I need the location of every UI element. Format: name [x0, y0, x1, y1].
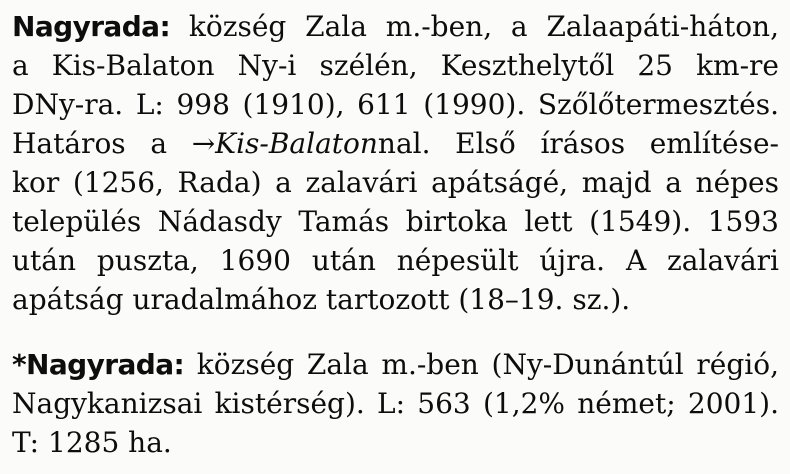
- entry-text: a Kis-Balaton Ny-i szélén, Keszthelytől 25 km-re: [12, 49, 779, 82]
- entry-text: Határos a: [12, 127, 192, 160]
- entry-nagyrada-modern: [12, 345, 779, 462]
- text-line: [12, 124, 779, 163]
- entry-headword: *Nagyrada:: [12, 348, 185, 381]
- entry-text: község Zala m.-ben (Ny-Dunántúl régió,: [184, 348, 779, 381]
- entry-text: település Nádasdy Tamás birtoka lett (1549). 1593: [12, 205, 779, 238]
- entry-nagyrada-historical: [12, 7, 779, 319]
- text-line: [12, 384, 779, 423]
- text-line: [12, 241, 779, 280]
- text-line: [12, 345, 779, 384]
- cross-reference-term: Kis-Balaton: [215, 127, 378, 160]
- entries-container: [12, 7, 779, 462]
- entry-text: kor (1256, Rada) a zalavári apátságé, majd a népes: [12, 166, 779, 199]
- entry-text: nal. Első írásos említése-: [377, 127, 779, 160]
- text-line: [12, 202, 779, 241]
- text-line: [12, 85, 779, 124]
- entry-text: Nagykanizsai kistérség). L: 563 (1,2% német; 2001).: [12, 387, 779, 420]
- text-line: [12, 163, 779, 202]
- entry-text: község Zala m.-ben, a Zalaapáti-háton,: [170, 10, 779, 43]
- text-line: [12, 46, 779, 85]
- entry-text: apátság uradalmához tartozott (18–19. sz.).: [12, 283, 631, 316]
- entry-headword: Nagyrada:: [12, 10, 171, 43]
- text-line: [12, 7, 779, 46]
- text-line: [12, 423, 779, 462]
- entry-text: után puszta, 1690 után népesült újra. A zalavári: [12, 244, 779, 277]
- cross-reference-arrow-icon: →: [191, 127, 216, 160]
- entry-text: DNy-ra. L: 998 (1910), 611 (1990). Szőlőtermesztés.: [12, 88, 779, 121]
- text-line: [12, 280, 779, 319]
- entry-text: T: 1285 ha.: [12, 426, 172, 459]
